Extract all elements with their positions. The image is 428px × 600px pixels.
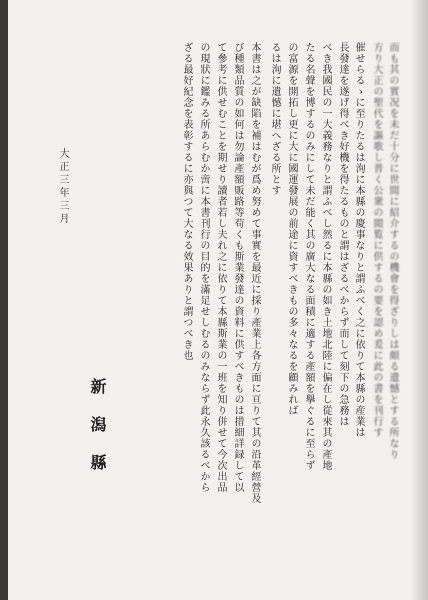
signature: 新潟縣 <box>88 378 107 492</box>
text-line: たる名聲を博するのみにして未だ能く其の廣大なる面積に適する產額を擧ぐるに至らず <box>303 42 314 471</box>
text-line: の富源を開拓し更に大に國運發展の前途に資すべきもの多々なるを顧みれば <box>286 42 297 416</box>
text-line: ざる最好紀念を表彰するに亦與つて大なる效果ありと謂つべき也 <box>181 42 192 361</box>
text-line: て參考に供せむことを期せり讀者若し夫れ之に依りて本縣斯業の一班を知り併せて今次出品 <box>215 42 226 493</box>
text-line: び種類品質の如何は勿論產額販路等苟くも斯業發達の資料に供すべきものは措細詳録して以 <box>232 42 243 493</box>
binding-gutter <box>410 0 428 600</box>
text-line: 長發達を遂げ得べき好機を得たるものと謂はざるべからず而して刻下の急務は <box>337 42 348 427</box>
text-line: 而も其の實况を未だ十分に世間に紹介するの機會を得ざりしは頗る遺憾とする所なり <box>387 42 398 460</box>
text-line: の現狀に鑑みる所あらむか啻に本書刊行の目的を滿足せしむるのみならず此永久該るべから <box>198 42 209 493</box>
document-page <box>8 0 428 600</box>
text-line: 催せらるゝに至りたるは洵に本縣の慶事なりと謂ふべく之に依りて本縣の産業は <box>353 42 364 438</box>
date-line: 大正三年三月 <box>57 148 68 226</box>
text-line: るは洵に遺憾に堪へざる所とす <box>269 42 280 196</box>
text-line: 方り大正の聖代を謳歌し普く公衆の閲覧に供するの要を認め爰に此の書を刊行す <box>371 42 382 438</box>
text-line: 本書は之が缺陷を補はむが爲め努めて事實を最近に採り產業上各方面に亘りて其の沿革經營及 <box>249 42 260 504</box>
text-line: べき我國民の一大義務なりと謂ふべし然るに本縣の如き土地北陸に偏在し從來其の產地 <box>320 42 331 471</box>
